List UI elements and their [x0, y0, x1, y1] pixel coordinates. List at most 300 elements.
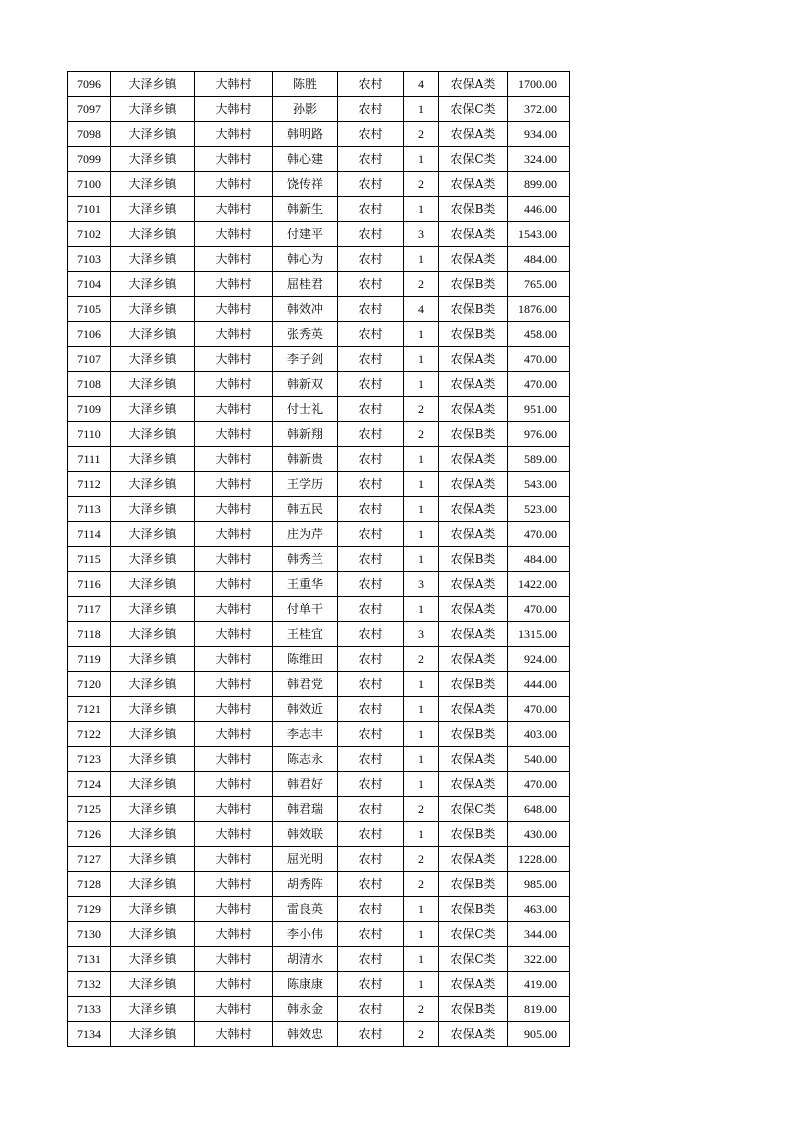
cell-town: 大泽乡镇 [111, 597, 195, 622]
table-row [68, 97, 570, 122]
cell-town: 大泽乡镇 [111, 997, 195, 1022]
cell-name: 韩君党 [273, 672, 338, 697]
table-row [68, 1022, 570, 1047]
cell-household-type: 农村 [338, 947, 404, 972]
cell-village: 大韩村 [195, 72, 273, 97]
cell-name: 韩效忠 [273, 1022, 338, 1047]
cell-name: 雷良英 [273, 897, 338, 922]
cell-category: 农保B类 [439, 422, 508, 447]
cell-name: 屈桂君 [273, 272, 338, 297]
cell-name: 付建平 [273, 222, 338, 247]
cell-name: 陈康康 [273, 972, 338, 997]
cell-person-count: 1 [404, 672, 439, 697]
cell-name: 韩新翔 [273, 422, 338, 447]
cell-village: 大韩村 [195, 722, 273, 747]
cell-amount: 819.00 [508, 997, 570, 1022]
cell-category: 农保B类 [439, 547, 508, 572]
cell-person-count: 2 [404, 122, 439, 147]
cell-village: 大韩村 [195, 972, 273, 997]
cell-village: 大韩村 [195, 372, 273, 397]
cell-village: 大韩村 [195, 147, 273, 172]
table-row [68, 397, 570, 422]
cell-amount: 470.00 [508, 522, 570, 547]
cell-category: 农保A类 [439, 972, 508, 997]
cell-village: 大韩村 [195, 522, 273, 547]
cell-household-type: 农村 [338, 547, 404, 572]
cell-amount: 470.00 [508, 372, 570, 397]
cell-number: 7126 [68, 822, 111, 847]
cell-village: 大韩村 [195, 97, 273, 122]
cell-village: 大韩村 [195, 672, 273, 697]
cell-person-count: 2 [404, 797, 439, 822]
cell-category: 农保B类 [439, 322, 508, 347]
cell-village: 大韩村 [195, 597, 273, 622]
table-row [68, 247, 570, 272]
table-row [68, 572, 570, 597]
cell-number: 7122 [68, 722, 111, 747]
cell-household-type: 农村 [338, 722, 404, 747]
cell-amount: 372.00 [508, 97, 570, 122]
cell-name: 王桂宜 [273, 622, 338, 647]
cell-category: 农保B类 [439, 997, 508, 1022]
cell-name: 韩永金 [273, 997, 338, 1022]
cell-village: 大韩村 [195, 497, 273, 522]
cell-amount: 463.00 [508, 897, 570, 922]
cell-town: 大泽乡镇 [111, 922, 195, 947]
cell-number: 7117 [68, 597, 111, 622]
cell-category: 农保B类 [439, 722, 508, 747]
cell-amount: 523.00 [508, 497, 570, 522]
cell-person-count: 1 [404, 547, 439, 572]
cell-household-type: 农村 [338, 397, 404, 422]
cell-category: 农保A类 [439, 72, 508, 97]
cell-person-count: 1 [404, 497, 439, 522]
cell-number: 7101 [68, 197, 111, 222]
table-row [68, 172, 570, 197]
cell-number: 7115 [68, 547, 111, 572]
cell-household-type: 农村 [338, 197, 404, 222]
cell-name: 饶传祥 [273, 172, 338, 197]
cell-amount: 446.00 [508, 197, 570, 222]
table-row [68, 522, 570, 547]
cell-number: 7100 [68, 172, 111, 197]
cell-name: 王学历 [273, 472, 338, 497]
cell-name: 张秀英 [273, 322, 338, 347]
table-row [68, 972, 570, 997]
cell-village: 大韩村 [195, 547, 273, 572]
cell-number: 7107 [68, 347, 111, 372]
cell-village: 大韩村 [195, 197, 273, 222]
cell-village: 大韩村 [195, 122, 273, 147]
cell-person-count: 1 [404, 597, 439, 622]
cell-amount: 648.00 [508, 797, 570, 822]
cell-category: 农保C类 [439, 97, 508, 122]
table-row [68, 822, 570, 847]
cell-number: 7114 [68, 522, 111, 547]
cell-household-type: 农村 [338, 497, 404, 522]
cell-household-type: 农村 [338, 897, 404, 922]
cell-town: 大泽乡镇 [111, 747, 195, 772]
cell-village: 大韩村 [195, 797, 273, 822]
cell-amount: 1700.00 [508, 72, 570, 97]
cell-household-type: 农村 [338, 747, 404, 772]
cell-village: 大韩村 [195, 397, 273, 422]
cell-person-count: 1 [404, 947, 439, 972]
cell-person-count: 1 [404, 247, 439, 272]
cell-number: 7098 [68, 122, 111, 147]
cell-name: 陈胜 [273, 72, 338, 97]
cell-number: 7130 [68, 922, 111, 947]
cell-person-count: 1 [404, 922, 439, 947]
cell-name: 韩君好 [273, 772, 338, 797]
cell-household-type: 农村 [338, 1022, 404, 1047]
cell-category: 农保C类 [439, 147, 508, 172]
cell-number: 7121 [68, 697, 111, 722]
cell-town: 大泽乡镇 [111, 372, 195, 397]
cell-amount: 484.00 [508, 247, 570, 272]
cell-name: 付单干 [273, 597, 338, 622]
cell-amount: 985.00 [508, 872, 570, 897]
cell-town: 大泽乡镇 [111, 297, 195, 322]
cell-category: 农保A类 [439, 497, 508, 522]
cell-person-count: 2 [404, 397, 439, 422]
cell-number: 7123 [68, 747, 111, 772]
cell-household-type: 农村 [338, 322, 404, 347]
cell-name: 韩秀兰 [273, 547, 338, 572]
cell-amount: 470.00 [508, 772, 570, 797]
cell-person-count: 1 [404, 322, 439, 347]
cell-category: 农保A类 [439, 847, 508, 872]
cell-village: 大韩村 [195, 222, 273, 247]
cell-number: 7102 [68, 222, 111, 247]
table-row [68, 997, 570, 1022]
cell-person-count: 1 [404, 697, 439, 722]
cell-town: 大泽乡镇 [111, 322, 195, 347]
cell-name: 庄为芹 [273, 522, 338, 547]
cell-village: 大韩村 [195, 622, 273, 647]
cell-person-count: 1 [404, 347, 439, 372]
cell-town: 大泽乡镇 [111, 72, 195, 97]
cell-amount: 470.00 [508, 347, 570, 372]
cell-category: 农保A类 [439, 222, 508, 247]
cell-amount: 444.00 [508, 672, 570, 697]
cell-household-type: 农村 [338, 697, 404, 722]
cell-village: 大韩村 [195, 872, 273, 897]
cell-town: 大泽乡镇 [111, 647, 195, 672]
cell-amount: 976.00 [508, 422, 570, 447]
cell-household-type: 农村 [338, 647, 404, 672]
cell-village: 大韩村 [195, 347, 273, 372]
cell-household-type: 农村 [338, 997, 404, 1022]
table-row [68, 422, 570, 447]
cell-person-count: 1 [404, 772, 439, 797]
cell-number: 7131 [68, 947, 111, 972]
cell-category: 农保A类 [439, 172, 508, 197]
cell-amount: 324.00 [508, 147, 570, 172]
cell-person-count: 2 [404, 272, 439, 297]
cell-category: 农保A类 [439, 772, 508, 797]
cell-village: 大韩村 [195, 747, 273, 772]
cell-village: 大韩村 [195, 447, 273, 472]
cell-amount: 1422.00 [508, 572, 570, 597]
cell-household-type: 农村 [338, 272, 404, 297]
cell-category: 农保B类 [439, 822, 508, 847]
cell-category: 农保A类 [439, 597, 508, 622]
cell-household-type: 农村 [338, 172, 404, 197]
cell-name: 胡秀阵 [273, 872, 338, 897]
cell-category: 农保C类 [439, 947, 508, 972]
cell-town: 大泽乡镇 [111, 822, 195, 847]
table-row [68, 872, 570, 897]
table-row [68, 147, 570, 172]
cell-person-count: 3 [404, 622, 439, 647]
cell-category: 农保A类 [439, 472, 508, 497]
cell-person-count: 1 [404, 522, 439, 547]
cell-category: 农保A类 [439, 747, 508, 772]
table-row [68, 697, 570, 722]
cell-category: 农保A类 [439, 572, 508, 597]
cell-category: 农保A类 [439, 122, 508, 147]
cell-household-type: 农村 [338, 672, 404, 697]
cell-village: 大韩村 [195, 1022, 273, 1047]
cell-village: 大韩村 [195, 647, 273, 672]
cell-name: 韩明路 [273, 122, 338, 147]
cell-amount: 458.00 [508, 322, 570, 347]
table-row [68, 347, 570, 372]
cell-person-count: 2 [404, 847, 439, 872]
cell-person-count: 3 [404, 572, 439, 597]
cell-category: 农保B类 [439, 272, 508, 297]
cell-village: 大韩村 [195, 422, 273, 447]
cell-number: 7133 [68, 997, 111, 1022]
cell-number: 7118 [68, 622, 111, 647]
cell-name: 韩效近 [273, 697, 338, 722]
cell-amount: 924.00 [508, 647, 570, 672]
cell-name: 韩心为 [273, 247, 338, 272]
cell-household-type: 农村 [338, 222, 404, 247]
cell-household-type: 农村 [338, 922, 404, 947]
cell-village: 大韩村 [195, 247, 273, 272]
cell-category: 农保B类 [439, 297, 508, 322]
cell-household-type: 农村 [338, 572, 404, 597]
table-row [68, 622, 570, 647]
cell-number: 7120 [68, 672, 111, 697]
cell-amount: 934.00 [508, 122, 570, 147]
cell-village: 大韩村 [195, 297, 273, 322]
cell-number: 7116 [68, 572, 111, 597]
cell-town: 大泽乡镇 [111, 572, 195, 597]
cell-village: 大韩村 [195, 322, 273, 347]
cell-person-count: 1 [404, 147, 439, 172]
cell-village: 大韩村 [195, 897, 273, 922]
cell-household-type: 农村 [338, 472, 404, 497]
cell-person-count: 1 [404, 822, 439, 847]
cell-number: 7124 [68, 772, 111, 797]
table-row [68, 647, 570, 672]
cell-number: 7129 [68, 897, 111, 922]
cell-household-type: 农村 [338, 847, 404, 872]
cell-person-count: 1 [404, 722, 439, 747]
table-row [68, 197, 570, 222]
table-row [68, 597, 570, 622]
cell-town: 大泽乡镇 [111, 722, 195, 747]
cell-name: 付士礼 [273, 397, 338, 422]
cell-village: 大韩村 [195, 172, 273, 197]
cell-village: 大韩村 [195, 572, 273, 597]
table-row [68, 497, 570, 522]
cell-category: 农保A类 [439, 372, 508, 397]
cell-amount: 470.00 [508, 597, 570, 622]
table-row [68, 847, 570, 872]
cell-category: 农保A类 [439, 622, 508, 647]
cell-name: 韩效冲 [273, 297, 338, 322]
cell-town: 大泽乡镇 [111, 797, 195, 822]
cell-number: 7125 [68, 797, 111, 822]
cell-village: 大韩村 [195, 697, 273, 722]
cell-village: 大韩村 [195, 772, 273, 797]
cell-name: 屈光明 [273, 847, 338, 872]
cell-town: 大泽乡镇 [111, 472, 195, 497]
cell-amount: 470.00 [508, 697, 570, 722]
cell-household-type: 农村 [338, 872, 404, 897]
table-row [68, 372, 570, 397]
cell-household-type: 农村 [338, 447, 404, 472]
cell-amount: 765.00 [508, 272, 570, 297]
cell-name: 韩新生 [273, 197, 338, 222]
cell-number: 7119 [68, 647, 111, 672]
cell-town: 大泽乡镇 [111, 272, 195, 297]
cell-number: 7105 [68, 297, 111, 322]
cell-name: 李子剑 [273, 347, 338, 372]
table-row [68, 672, 570, 697]
cell-number: 7108 [68, 372, 111, 397]
cell-town: 大泽乡镇 [111, 772, 195, 797]
cell-category: 农保A类 [439, 647, 508, 672]
cell-amount: 484.00 [508, 547, 570, 572]
table-row [68, 297, 570, 322]
cell-number: 7106 [68, 322, 111, 347]
cell-town: 大泽乡镇 [111, 172, 195, 197]
table-row [68, 272, 570, 297]
cell-number: 7134 [68, 1022, 111, 1047]
table-row [68, 947, 570, 972]
cell-household-type: 农村 [338, 822, 404, 847]
cell-person-count: 1 [404, 197, 439, 222]
cell-town: 大泽乡镇 [111, 547, 195, 572]
cell-name: 韩心建 [273, 147, 338, 172]
cell-person-count: 2 [404, 647, 439, 672]
cell-household-type: 农村 [338, 297, 404, 322]
cell-person-count: 4 [404, 297, 439, 322]
cell-name: 胡清水 [273, 947, 338, 972]
cell-amount: 344.00 [508, 922, 570, 947]
cell-household-type: 农村 [338, 147, 404, 172]
cell-category: 农保A类 [439, 697, 508, 722]
cell-person-count: 1 [404, 447, 439, 472]
cell-category: 农保B类 [439, 897, 508, 922]
cell-name: 韩新贵 [273, 447, 338, 472]
cell-category: 农保C类 [439, 797, 508, 822]
cell-town: 大泽乡镇 [111, 622, 195, 647]
cell-person-count: 2 [404, 997, 439, 1022]
cell-household-type: 农村 [338, 347, 404, 372]
cell-person-count: 2 [404, 172, 439, 197]
cell-person-count: 1 [404, 472, 439, 497]
cell-category: 农保B类 [439, 872, 508, 897]
cell-number: 7103 [68, 247, 111, 272]
table-row [68, 122, 570, 147]
cell-amount: 899.00 [508, 172, 570, 197]
cell-household-type: 农村 [338, 972, 404, 997]
cell-amount: 951.00 [508, 397, 570, 422]
cell-household-type: 农村 [338, 622, 404, 647]
cell-number: 7113 [68, 497, 111, 522]
cell-town: 大泽乡镇 [111, 422, 195, 447]
cell-number: 7110 [68, 422, 111, 447]
cell-category: 农保B类 [439, 672, 508, 697]
cell-person-count: 1 [404, 372, 439, 397]
table-row [68, 922, 570, 947]
cell-amount: 540.00 [508, 747, 570, 772]
cell-town: 大泽乡镇 [111, 197, 195, 222]
cell-town: 大泽乡镇 [111, 497, 195, 522]
cell-name: 陈维田 [273, 647, 338, 672]
cell-household-type: 农村 [338, 372, 404, 397]
cell-amount: 430.00 [508, 822, 570, 847]
cell-household-type: 农村 [338, 772, 404, 797]
cell-person-count: 2 [404, 872, 439, 897]
table-row [68, 547, 570, 572]
cell-name: 李小伟 [273, 922, 338, 947]
cell-village: 大韩村 [195, 272, 273, 297]
cell-name: 韩君瑞 [273, 797, 338, 822]
cell-town: 大泽乡镇 [111, 222, 195, 247]
cell-town: 大泽乡镇 [111, 122, 195, 147]
cell-village: 大韩村 [195, 947, 273, 972]
cell-town: 大泽乡镇 [111, 947, 195, 972]
table-row [68, 897, 570, 922]
cell-household-type: 农村 [338, 97, 404, 122]
cell-town: 大泽乡镇 [111, 972, 195, 997]
cell-village: 大韩村 [195, 997, 273, 1022]
cell-household-type: 农村 [338, 247, 404, 272]
cell-household-type: 农村 [338, 797, 404, 822]
table-row [68, 447, 570, 472]
cell-amount: 1876.00 [508, 297, 570, 322]
cell-village: 大韩村 [195, 847, 273, 872]
cell-number: 7128 [68, 872, 111, 897]
cell-name: 韩新双 [273, 372, 338, 397]
cell-category: 农保C类 [439, 922, 508, 947]
table-row [68, 772, 570, 797]
cell-person-count: 1 [404, 897, 439, 922]
cell-person-count: 2 [404, 422, 439, 447]
table-row [68, 472, 570, 497]
cell-category: 农保A类 [439, 1022, 508, 1047]
cell-town: 大泽乡镇 [111, 1022, 195, 1047]
table-row [68, 222, 570, 247]
cell-number: 7104 [68, 272, 111, 297]
cell-number: 7099 [68, 147, 111, 172]
cell-number: 7127 [68, 847, 111, 872]
cell-category: 农保A类 [439, 347, 508, 372]
table-body [68, 72, 570, 1047]
cell-town: 大泽乡镇 [111, 97, 195, 122]
cell-name: 孙影 [273, 97, 338, 122]
cell-person-count: 3 [404, 222, 439, 247]
cell-name: 王重华 [273, 572, 338, 597]
table-row [68, 747, 570, 772]
